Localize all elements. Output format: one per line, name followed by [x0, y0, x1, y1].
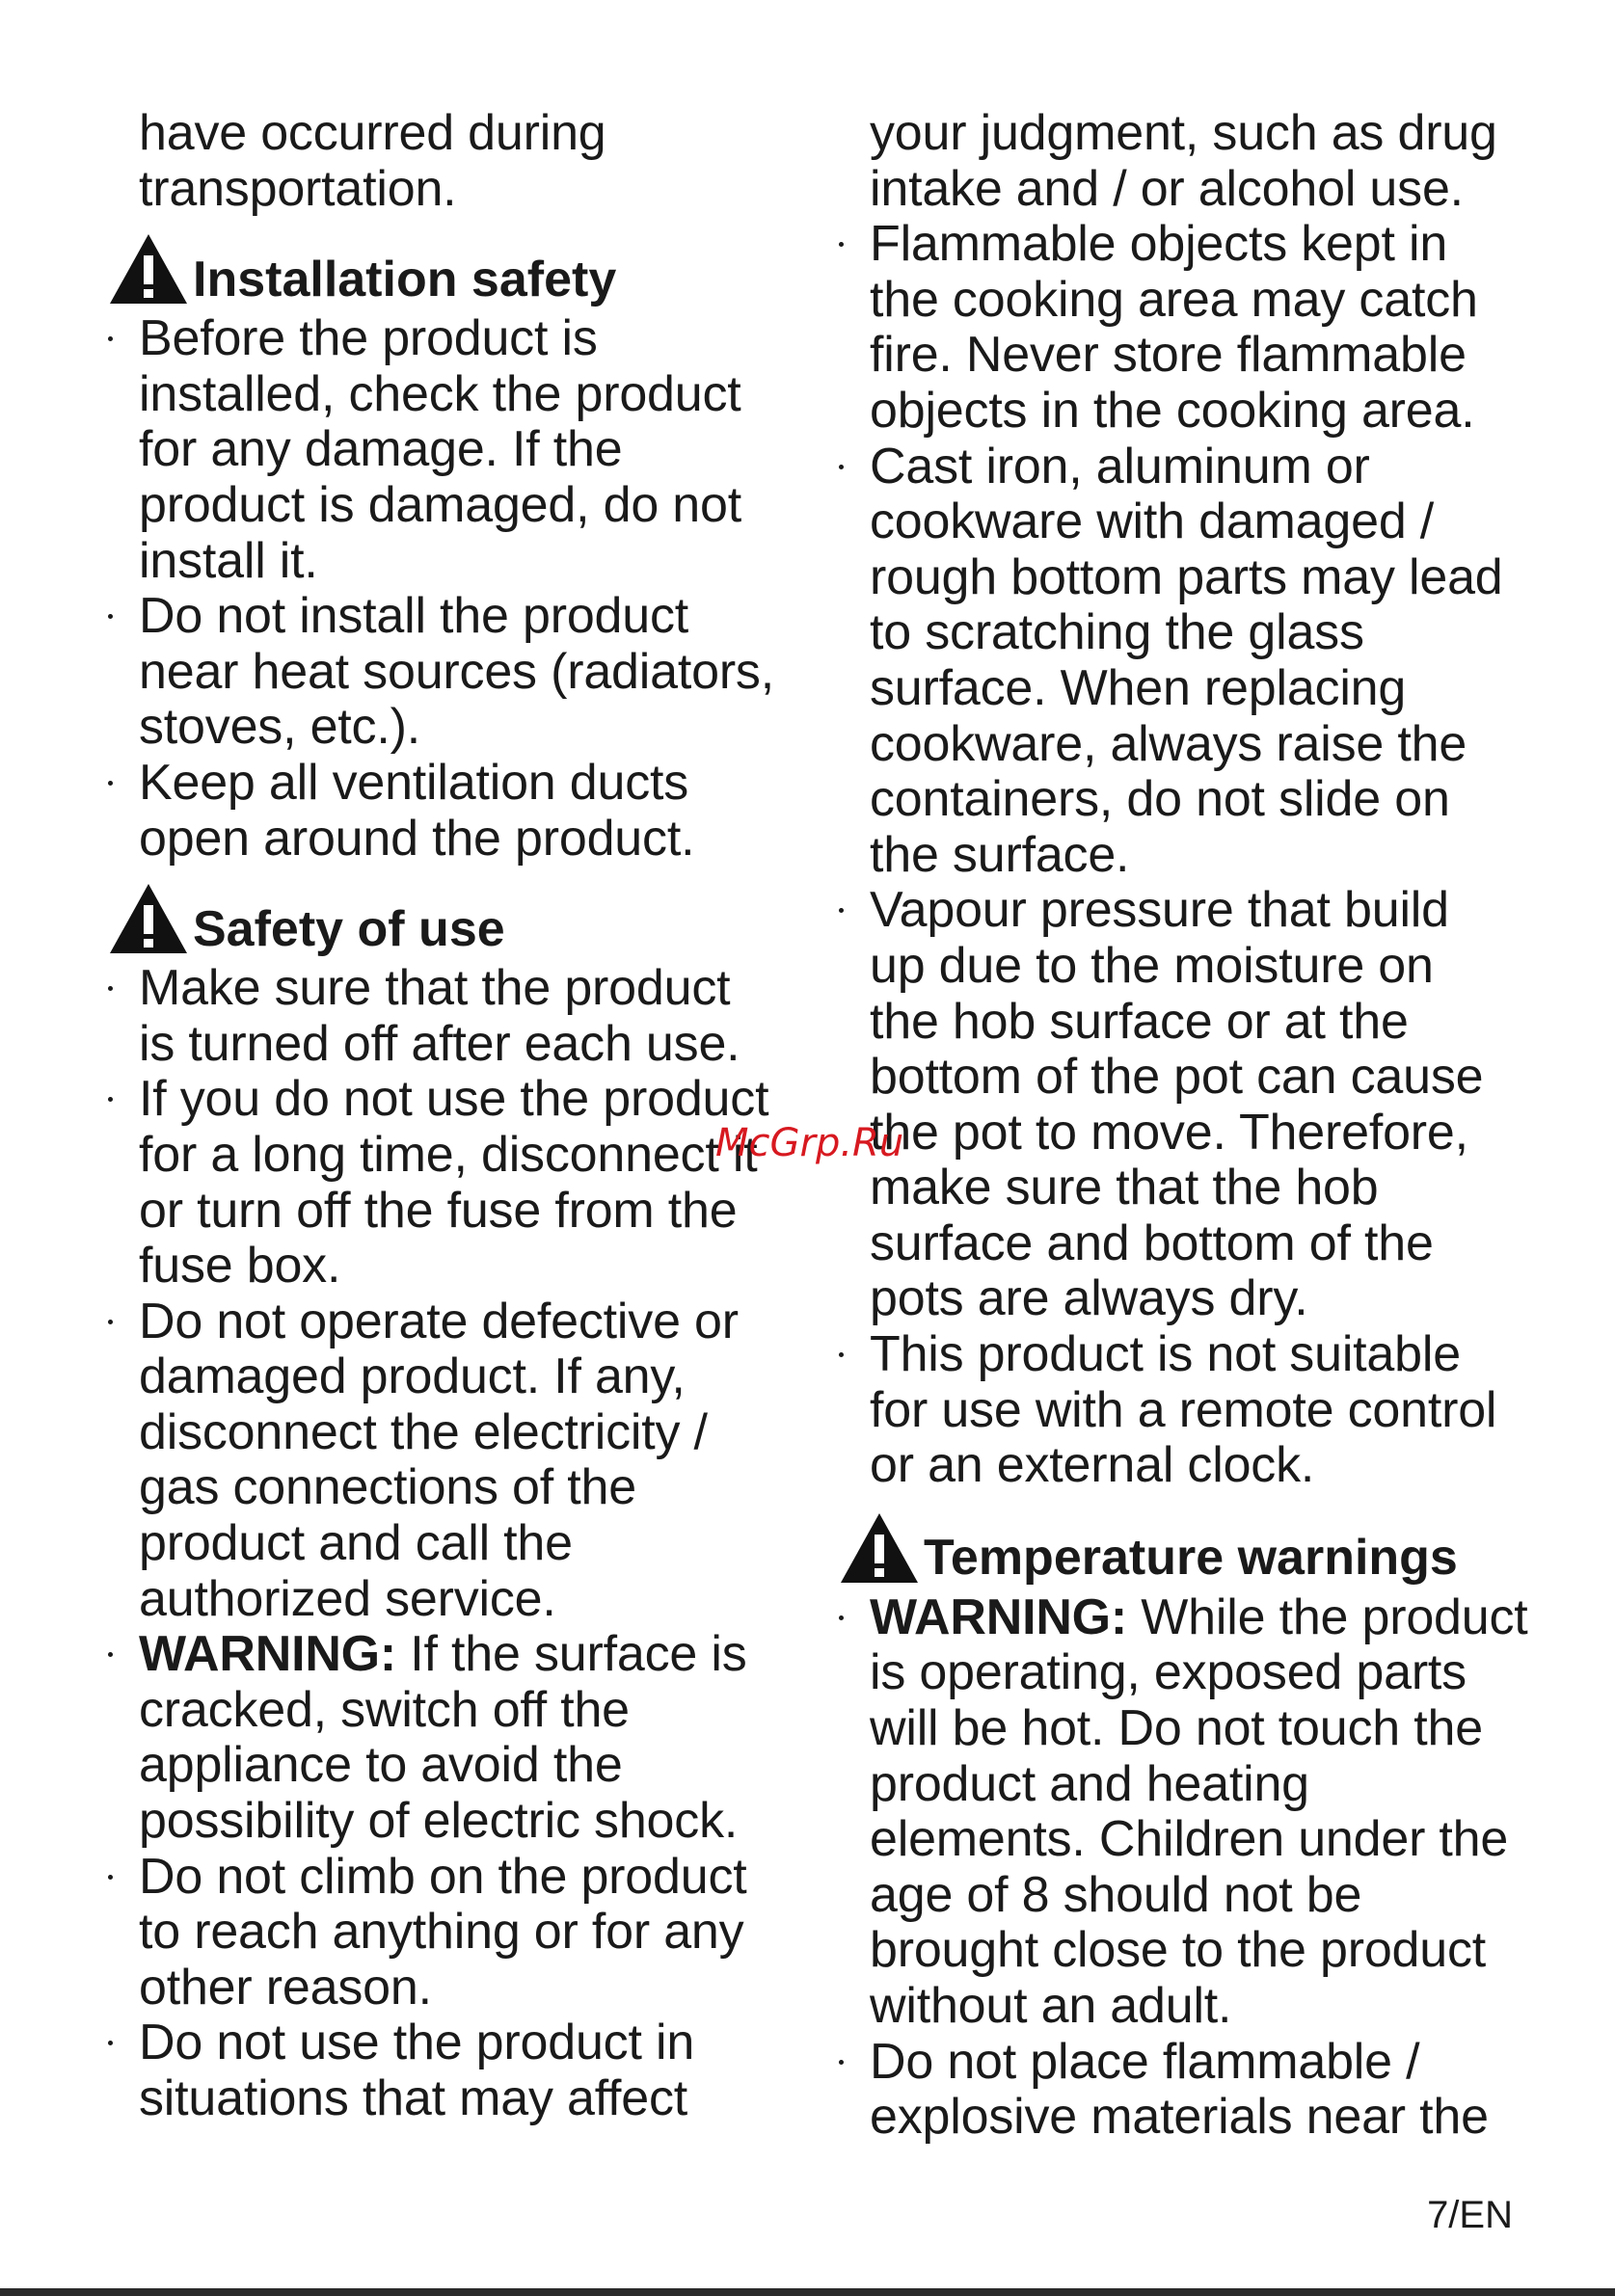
- left-column: [106, 106, 800, 2127]
- safety-of-use-heading: [106, 880, 800, 957]
- list-item: WARNING: While the product is operating, exposed parts will be hot. Do not touch the product and heating elements. Children under the age of 8 should not be brought close to the product without an adult.: [837, 1590, 1531, 2035]
- warning-triangle-icon: [106, 230, 191, 307]
- watermark: McGrp.Ru: [715, 1121, 904, 1165]
- temperature-warnings-heading: [837, 1509, 1531, 1587]
- warning-label: WARNING:: [139, 1626, 397, 1683]
- list-item: Make sure that the product is turned off after each use.: [106, 961, 800, 1072]
- warning-triangle-icon: [106, 880, 191, 957]
- list-item: Do not place flammable / explosive materials near the: [837, 2035, 1531, 2146]
- list-item: Vapour pressure that build up due to the moisture on the hob surface or at the bottom of the pot can cause the pot to move. Therefore, make sure that the hob surface and bottom of the pots are always dry.: [837, 883, 1531, 1327]
- intro-paragraph: have occurred during transportation.: [139, 105, 606, 217]
- heading-text: Temperature warnings: [924, 1530, 1458, 1587]
- right-list: [837, 217, 1531, 1494]
- bottom-rule: [0, 2288, 1615, 2296]
- list-item: Flammable objects kept in the cooking area may catch fire. Never store flammable objects in the cooking area.: [837, 217, 1531, 439]
- heading-text: Installation safety: [193, 251, 617, 307]
- list-item: If you do not use the product for a long time, disconnect it or turn off the fuse from the fuse box.: [106, 1072, 800, 1294]
- list-item: Do not install the product near heat sources (radiators, stoves, etc.).: [106, 589, 800, 756]
- intro-paragraph: your judgment, such as drug intake and / or alcohol use.: [870, 105, 1497, 217]
- list-item: Before the product is installed, check the product for any damage. If the product is damaged, do not install it.: [106, 311, 800, 589]
- warning-triangle-icon: [837, 1509, 922, 1587]
- temperature-list: [837, 1590, 1531, 2146]
- installation-list: [106, 311, 800, 867]
- list-item: WARNING: If the surface is cracked, switch off the appliance to avoid the possibility of electric shock.: [106, 1627, 800, 1849]
- list-item: Keep all ventilation ducts open around the product.: [106, 756, 800, 867]
- list-item: Do not climb on the product to reach anything or for any other reason.: [106, 1850, 800, 2016]
- installation-safety-heading: [106, 230, 800, 307]
- safety-of-use-list: [106, 961, 800, 2126]
- right-column: [837, 106, 1531, 2146]
- warning-label: WARNING:: [870, 1589, 1128, 1645]
- heading-text: Safety of use: [193, 900, 505, 957]
- list-item: Cast iron, aluminum or cookware with damaged / rough bottom parts may lead to scratching the glass surface. When replacing cookware, always raise the containers, do not slide on the surface.: [837, 440, 1531, 884]
- list-item: This product is not suitable for use with a remote control or an external clock.: [837, 1327, 1531, 1494]
- page-number: 7/EN: [1427, 2194, 1513, 2236]
- list-item: Do not use the product in situations that may affect: [106, 2016, 800, 2126]
- list-item: Do not operate defective or damaged product. If any, disconnect the electricity / gas connections of the product and call the authorized service.: [106, 1295, 800, 1628]
